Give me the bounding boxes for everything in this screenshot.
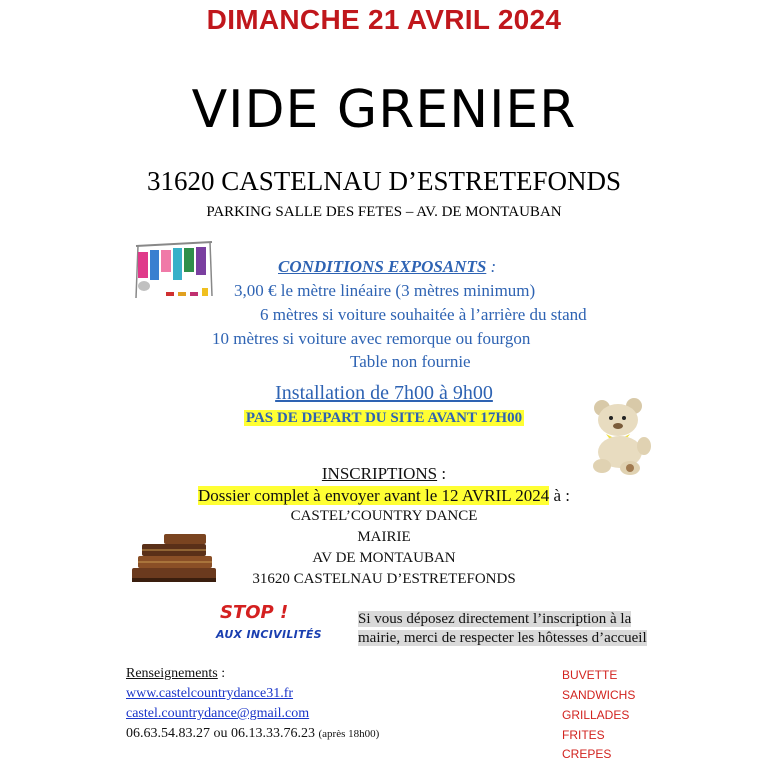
menu-item: BUVETTE <box>562 668 618 682</box>
address-line: 31620 CASTELNAU D’ESTRETEFONDS <box>252 571 516 587</box>
inscriptions-heading: INSCRIPTIONS : <box>321 464 447 483</box>
email-link[interactable]: castel.countrydance@gmail.com <box>126 706 310 721</box>
mairie-notice-line: mairie, merci de respecter les hôtesses d’accueil <box>358 630 647 646</box>
dossier-deadline: Dossier complet à envoyer avant le 12 AVRIL 2024 à : <box>197 486 571 505</box>
condition-line: Table non fournie <box>350 352 471 371</box>
conditions-heading: CONDITIONS EXPOSANTS : <box>278 257 497 276</box>
stop-logo-text: STOP ! <box>220 602 289 623</box>
phone-numbers: 06.63.54.83.27 ou 06.13.33.76.23 (après 18h00) <box>126 726 380 741</box>
menu-item: SANDWICHS <box>562 688 636 702</box>
no-departure-notice: PAS DE DEPART DU SITE AVANT 17H00 <box>245 410 523 426</box>
stop-incivilites-logo <box>216 602 334 650</box>
menu-item: GRILLADES <box>562 708 630 722</box>
info-heading: Renseignements : <box>126 666 226 681</box>
event-city: 31620 CASTELNAU D’ESTRETEFONDS <box>146 166 621 196</box>
event-date: DIMANCHE 21 AVRIL 2024 <box>206 4 562 35</box>
stop-logo-subtext: AUX INCIVILITÉS <box>216 628 322 641</box>
menu-item: FRITES <box>562 728 605 742</box>
condition-line: 3,00 € le mètre linéaire (3 mètres minimum) <box>234 281 536 300</box>
website-link[interactable]: www.castelcountrydance31.fr <box>126 686 294 701</box>
mairie-notice-line: Si vous déposez directement l’inscription à la <box>358 611 632 627</box>
mairie-notice <box>358 610 658 648</box>
address-line: CASTEL’COUNTRY DANCE <box>290 508 478 524</box>
page-title: VIDE GRENIER <box>191 80 577 140</box>
address-line: AV DE MONTAUBAN <box>312 550 456 566</box>
menu-item: CREPES <box>562 747 612 761</box>
event-location: PARKING SALLE DES FETES – AV. DE MONTAUBAN <box>206 204 562 220</box>
condition-line: 10 mètres si voiture avec remorque ou fourgon <box>212 329 531 348</box>
installation-time: Installation de 7h00 à 9h00 <box>275 382 493 404</box>
address-line: MAIRIE <box>357 529 411 545</box>
condition-line: 6 mètres si voiture souhaitée à l’arrière du stand <box>260 305 587 324</box>
clothes-rack-image <box>130 238 220 308</box>
books-image <box>128 530 220 586</box>
